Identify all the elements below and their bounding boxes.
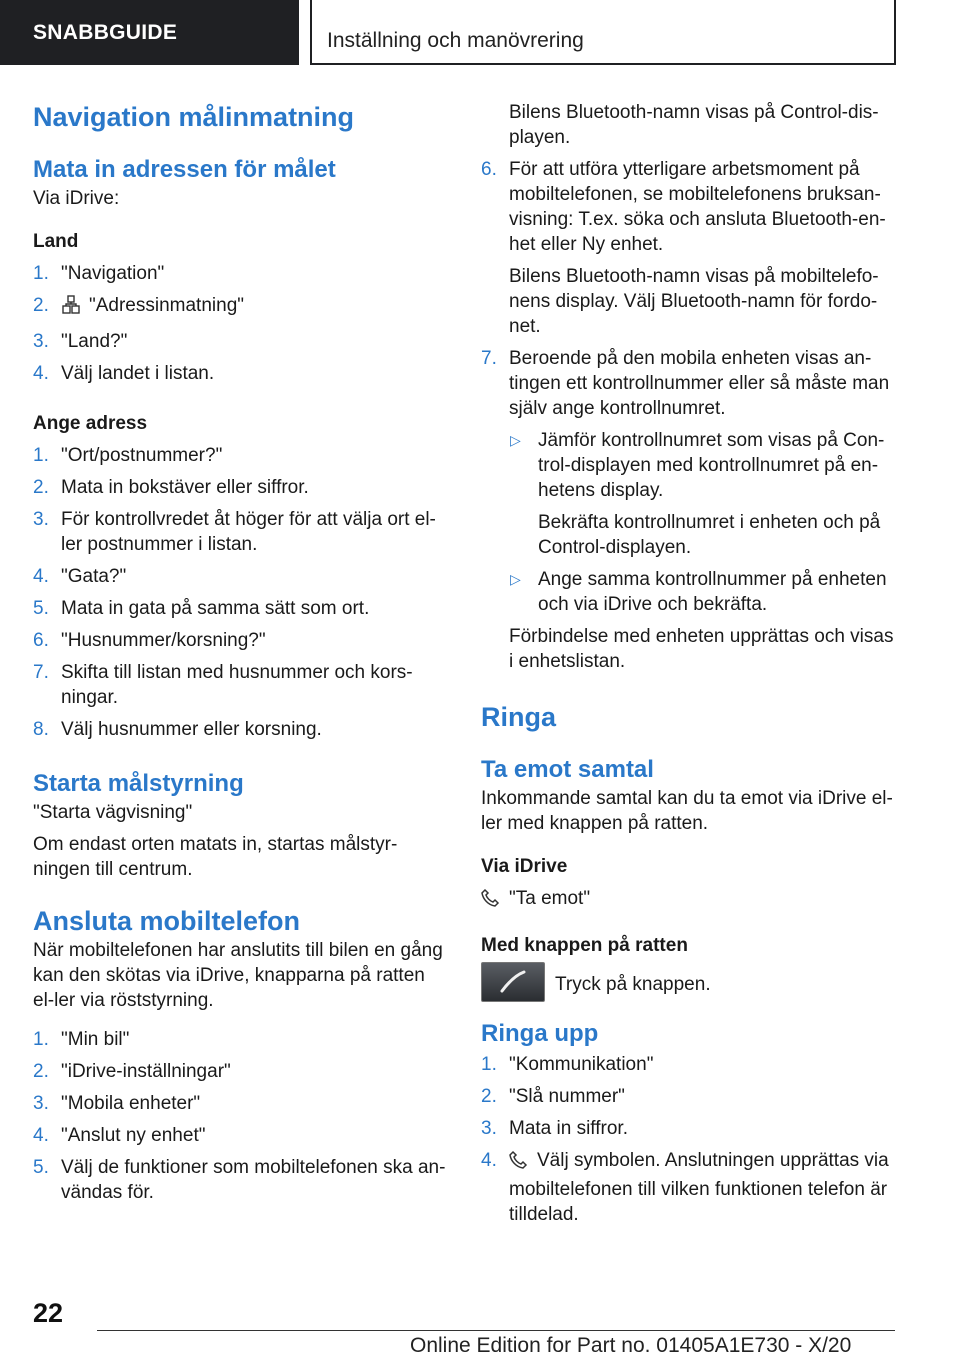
dial-steps: [481, 1052, 899, 1227]
list-item: [481, 1148, 899, 1227]
step-text: "Navigation": [61, 263, 165, 284]
list-item: [33, 564, 449, 589]
list-item: [33, 628, 449, 653]
guide-tab: SNABBGUIDE: [0, 0, 299, 65]
list-item: [33, 1027, 449, 1052]
list-item: [33, 717, 449, 742]
bullet-item: [481, 567, 899, 617]
steering-wheel-phone-button-icon: [481, 962, 545, 1002]
step-number: 4.: [481, 1150, 497, 1171]
triangle-bullet-icon: ▷: [510, 571, 521, 587]
step-number: 8.: [33, 719, 49, 740]
list-item: [481, 1116, 899, 1141]
step-number: 4.: [33, 363, 49, 384]
address-entry-icon: [61, 295, 81, 322]
step-text: Välj landet i listan.: [61, 363, 215, 384]
step-number: 2.: [33, 477, 49, 498]
step-text: "iDrive-inställningar": [61, 1061, 231, 1082]
step-text: "Land?": [61, 331, 128, 352]
heading-call: Ringa: [481, 702, 557, 732]
adress-steps: [33, 443, 449, 742]
accept-call-text: "Ta emot": [509, 888, 591, 909]
step-number: 1.: [481, 1054, 497, 1075]
step-number: 7.: [481, 348, 497, 369]
left-column: [33, 100, 449, 1205]
bullet-text: Ange samma kontrollnummer på enheten och via iDrive och bekräfta.: [538, 569, 887, 615]
step-text: Skifta till listan med husnummer och kors-ningar.: [61, 662, 413, 708]
list-item: [33, 507, 449, 557]
right-column: [481, 100, 899, 1227]
step-text: Mata in gata på samma sätt som ort.: [61, 598, 370, 619]
page-header: [0, 0, 960, 66]
heading-connect-phone: Ansluta mobiltelefon: [33, 906, 301, 936]
wheel-button-line: [481, 962, 899, 1002]
land-steps: [33, 261, 449, 386]
bluetooth-name-note: Bilens Bluetooth-namn visas på Control-dis-playen.: [509, 102, 879, 148]
heading-receive-call: Ta emot samtal: [481, 756, 654, 783]
step-number: 5.: [33, 1157, 49, 1178]
step-number: 6.: [481, 159, 497, 180]
list-item: [33, 475, 449, 500]
list-item: [33, 660, 449, 710]
step-number: 1.: [33, 1029, 49, 1050]
step-text: "Gata?": [61, 566, 127, 587]
heading-dial: Ringa upp: [481, 1020, 599, 1047]
via-idrive-subheading: Via iDrive: [481, 856, 568, 877]
handset-icon: [509, 1150, 529, 1177]
connection-note: Förbindelse med enheten upprättas och visas i enhetslistan.: [509, 626, 894, 672]
step-text: Beroende på den mobila enheten visas an-tingen ett kontrollnummer eller så måste man själv ange kontrollnumret.: [509, 348, 890, 419]
edition-text: Online Edition for Part no. 01405A1E730 - X/20: [410, 1334, 852, 1357]
footer-divider: [97, 1330, 895, 1331]
bluetooth-phone-note: Bilens Bluetooth-namn visas på mobiltelefo-nens display. Välj Bluetooth-namn för fordo-net.: [509, 266, 879, 337]
bullet-text: Jämför kontrollnumret som visas på Con-trol-displayen med kontrollnumret på en-hetens display.: [538, 430, 885, 501]
list-item: [481, 157, 899, 257]
step-text: "Mobila enheter": [61, 1093, 201, 1114]
step-number: 3.: [33, 331, 49, 352]
heading-enter-address: Mata in adressen för målet: [33, 156, 336, 183]
wheel-button-subheading: Med knappen på ratten: [481, 935, 688, 956]
list-item: [33, 361, 449, 386]
step-number: 4.: [33, 1125, 49, 1146]
adress-subheading: Ange adress: [33, 413, 148, 434]
step-number: 1.: [33, 263, 49, 284]
list-item: [33, 329, 449, 354]
confirm-note: Bekräfta kontrollnumret i enheten och på Control-displayen.: [538, 512, 881, 558]
list-item: [33, 1123, 449, 1148]
step-number: 3.: [33, 1093, 49, 1114]
step-number: 3.: [33, 509, 49, 530]
list-item: [33, 443, 449, 468]
land-subheading: Land: [33, 231, 79, 252]
step-number: 3.: [481, 1118, 497, 1139]
list-item: [33, 1155, 449, 1205]
triangle-bullet-icon: ▷: [510, 432, 521, 448]
phone-icon: [481, 888, 501, 915]
start-guidance-command: "Starta vägvisning": [33, 802, 193, 823]
list-item: [481, 346, 899, 421]
step-text: "Ort/postnummer?": [61, 445, 223, 466]
start-guidance-note: Om endast orten matats in, startas målstyr-ningen till centrum.: [33, 834, 398, 880]
receive-call-intro: Inkommande samtal kan du ta emot via iDrive el-ler med knappen på ratten.: [481, 788, 893, 834]
step-text: "Husnummer/korsning?": [61, 630, 266, 651]
list-item: [33, 1059, 449, 1084]
step-text: Välj symbolen. Anslutningen upprättas via mobiltelefonen till vilken funktionen telefon är tilldelad.: [509, 1150, 889, 1225]
connect-phone-intro: När mobiltelefonen har anslutits till bilen en gång kan den skötas via iDrive, knapparna på ratten el-ler via röststyrning.: [33, 940, 443, 1011]
via-idrive-text: Via iDrive:: [33, 188, 120, 209]
step-text: "Slå nummer": [509, 1086, 625, 1107]
step-text: För kontrollvredet åt höger för att välja ort el-ler postnummer i listan.: [61, 509, 436, 555]
step-text: För att utföra ytterligare arbetsmoment på mobiltelefonen, se mobiltelefonens bruksan-visning: T.ex. söka och ansluta Bluetooth-en-het eller Ny enhet.: [509, 159, 886, 255]
step-number: 7.: [33, 662, 49, 683]
list-item: [33, 293, 449, 322]
press-button-text: Tryck på knappen.: [555, 974, 711, 995]
step-number: 2.: [33, 1061, 49, 1082]
step-number: 5.: [33, 598, 49, 619]
step-text: Välj de funktioner som mobiltelefonen ska an-vändas för.: [61, 1157, 446, 1203]
step-text: Mata in siffror.: [509, 1118, 628, 1139]
step-text: "Adressinmatning": [89, 295, 245, 316]
list-item: [33, 261, 449, 286]
section-title: Inställning och manövrering: [310, 0, 896, 65]
heading-navigation: Navigation målinmatning: [33, 102, 355, 132]
step-number: 1.: [33, 445, 49, 466]
step-text: "Kommunikation": [509, 1054, 654, 1075]
step-text: Välj husnummer eller korsning.: [61, 719, 322, 740]
step-text: "Anslut ny enhet": [61, 1125, 206, 1146]
page-number: 22: [33, 1298, 64, 1328]
step-number: 6.: [33, 630, 49, 651]
list-item: [481, 1084, 899, 1109]
list-item: [33, 1091, 449, 1116]
list-item: [33, 596, 449, 621]
bullet-item: [481, 428, 899, 503]
heading-start-guidance: Starta målstyrning: [33, 770, 244, 797]
list-item: [481, 1052, 899, 1077]
step-number: 2.: [481, 1086, 497, 1107]
phone-steps: [33, 1027, 449, 1205]
step-number: 2.: [33, 295, 49, 316]
step-text: "Min bil": [61, 1029, 130, 1050]
step-number: 4.: [33, 566, 49, 587]
step-text: Mata in bokstäver eller siffror.: [61, 477, 309, 498]
accept-call-line: [481, 886, 899, 915]
